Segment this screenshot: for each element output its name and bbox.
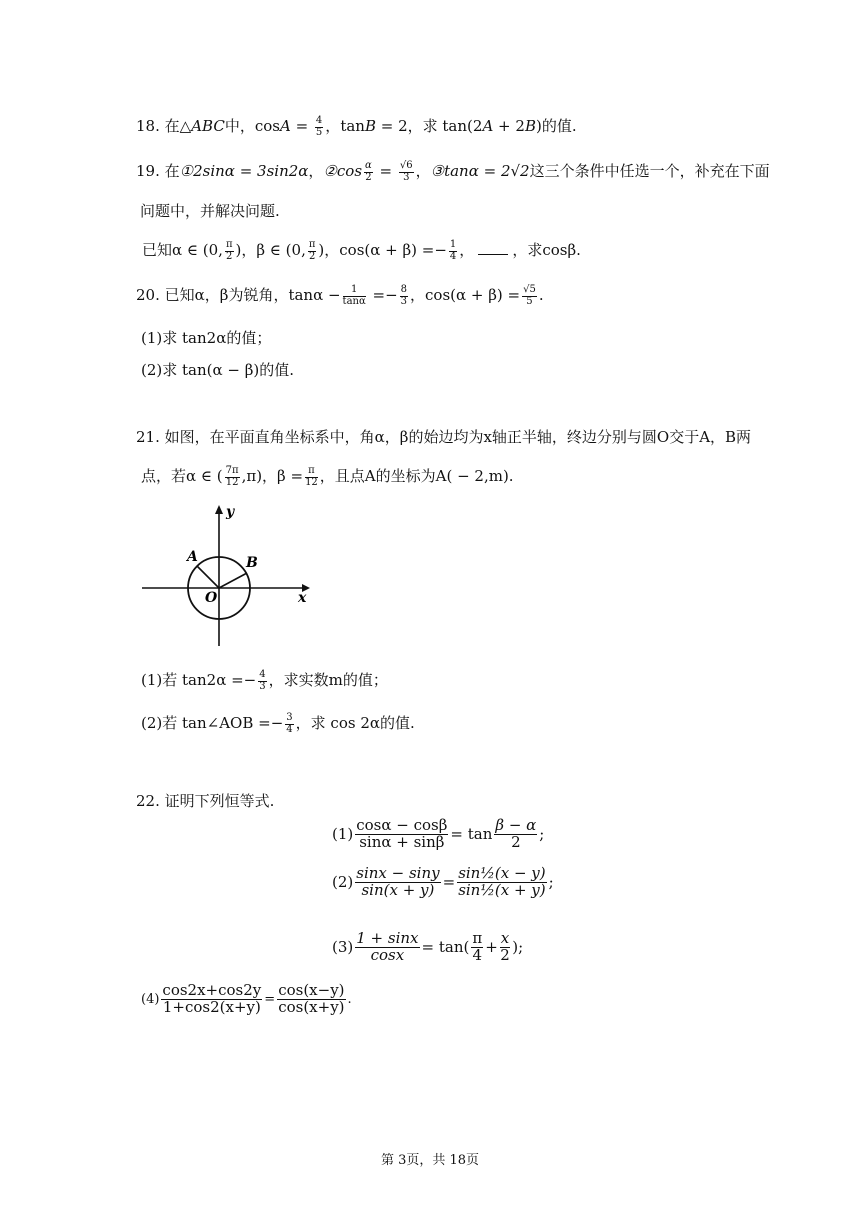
label-o: O [205,590,218,606]
y-axis-arrow-icon [215,505,223,514]
question-19-line1: 19. 在①2sinα = 3sin2α，②cos $\frac{\alpha}{2}$ = $\frac{√6}{3}$ ，③tanα = 2√2这三个条件中任选一个，补充在下面 [136,160,770,183]
question-number: 20. [136,286,160,304]
question-21-part2: (2)若 tan∠AOB =− $\frac{3}{4}$ ，求 cos 2α的值. [141,712,415,735]
identity-3: (3) $\frac{1 + \sin x}{\cos x}$ = tan( $\frac{\pi}{4}$ + $\frac{x}{2}$ ); [332,929,524,964]
label-x: x [298,590,307,606]
question-number: 21. [136,428,160,446]
question-21-line2: 点，若α ∈ ( $\frac{7\pi}{12}$ ,π)，β = $\frac{\pi}{12}$ ，且点A的坐标为A( − 2,m). [141,465,514,488]
terminal-side-b [219,573,247,588]
fraction-4-5: $\frac{4}{5}$ [315,115,323,138]
question-21-line1: 21. 如图，在平面直角坐标系中，角α，β的始边均为x轴正半轴，终边分别与圆O交于A，B两 [136,428,752,446]
identity-4: (4) $\frac{\cos 2x+\cos 2y}{1+\cos 2(x+y)}$ = $\frac{\cos(x-y)}{\cos(x+y)}$ . [141,981,352,1016]
identity-1: (1) $\frac{\cos\alpha - \cos\beta}{\sin\alpha + \sin\beta}$ = tan $\frac{\beta - \alpha}{2}$ ; [332,816,545,851]
unit-circle-figure [138,500,318,650]
question-19-line3: 已知α ∈ (0, $\frac{\pi}{2}$ )，β ∈ (0, $\frac{\pi}{2}$ )，cos(α + β) =− $\frac{1}{4}$ ， ，求cosβ. [142,239,581,262]
question-21-part1: (1)若 tan2α =− $\frac{4}{3}$ ，求实数m的值； [141,669,388,692]
question-number: 18. [136,117,160,135]
label-a: A [187,549,198,565]
terminal-side-a [197,566,219,588]
fill-in-blank[interactable] [478,240,508,255]
label-b: B [246,555,258,571]
question-number: 22. [136,792,160,810]
question-19-line2: 问题中，并解决问题. [140,202,280,220]
identity-2: (2) $\frac{\sin x - \sin y}{\sin(x + y)}$ = $\frac{\text{sin½(x − y)}}{\text{sin½(x + y)}}$ ; [332,864,554,899]
question-18: 18. 在△ABC中，cosA = $\frac{4}{5}$ ，tanB = 2，求 tan(2A + 2B)的值. [136,115,577,138]
question-number: 19. [136,162,160,180]
page-footer: 第 3页，共 18页 [380,1153,480,1168]
question-20-part1: (1)求 tan2α的值； [141,329,272,347]
label-y: y [226,504,235,520]
question-22: 22. 证明下列恒等式. [136,792,275,810]
question-20: 20. 已知α，β为锐角，tanα − $\frac{1}{\tan\alpha}$ =− $\frac{8}{3}$ ，cos(α + β) = $\frac{√5}{5}$ . [136,284,544,307]
question-20-part2: (2)求 tan(α − β)的值. [141,361,295,379]
